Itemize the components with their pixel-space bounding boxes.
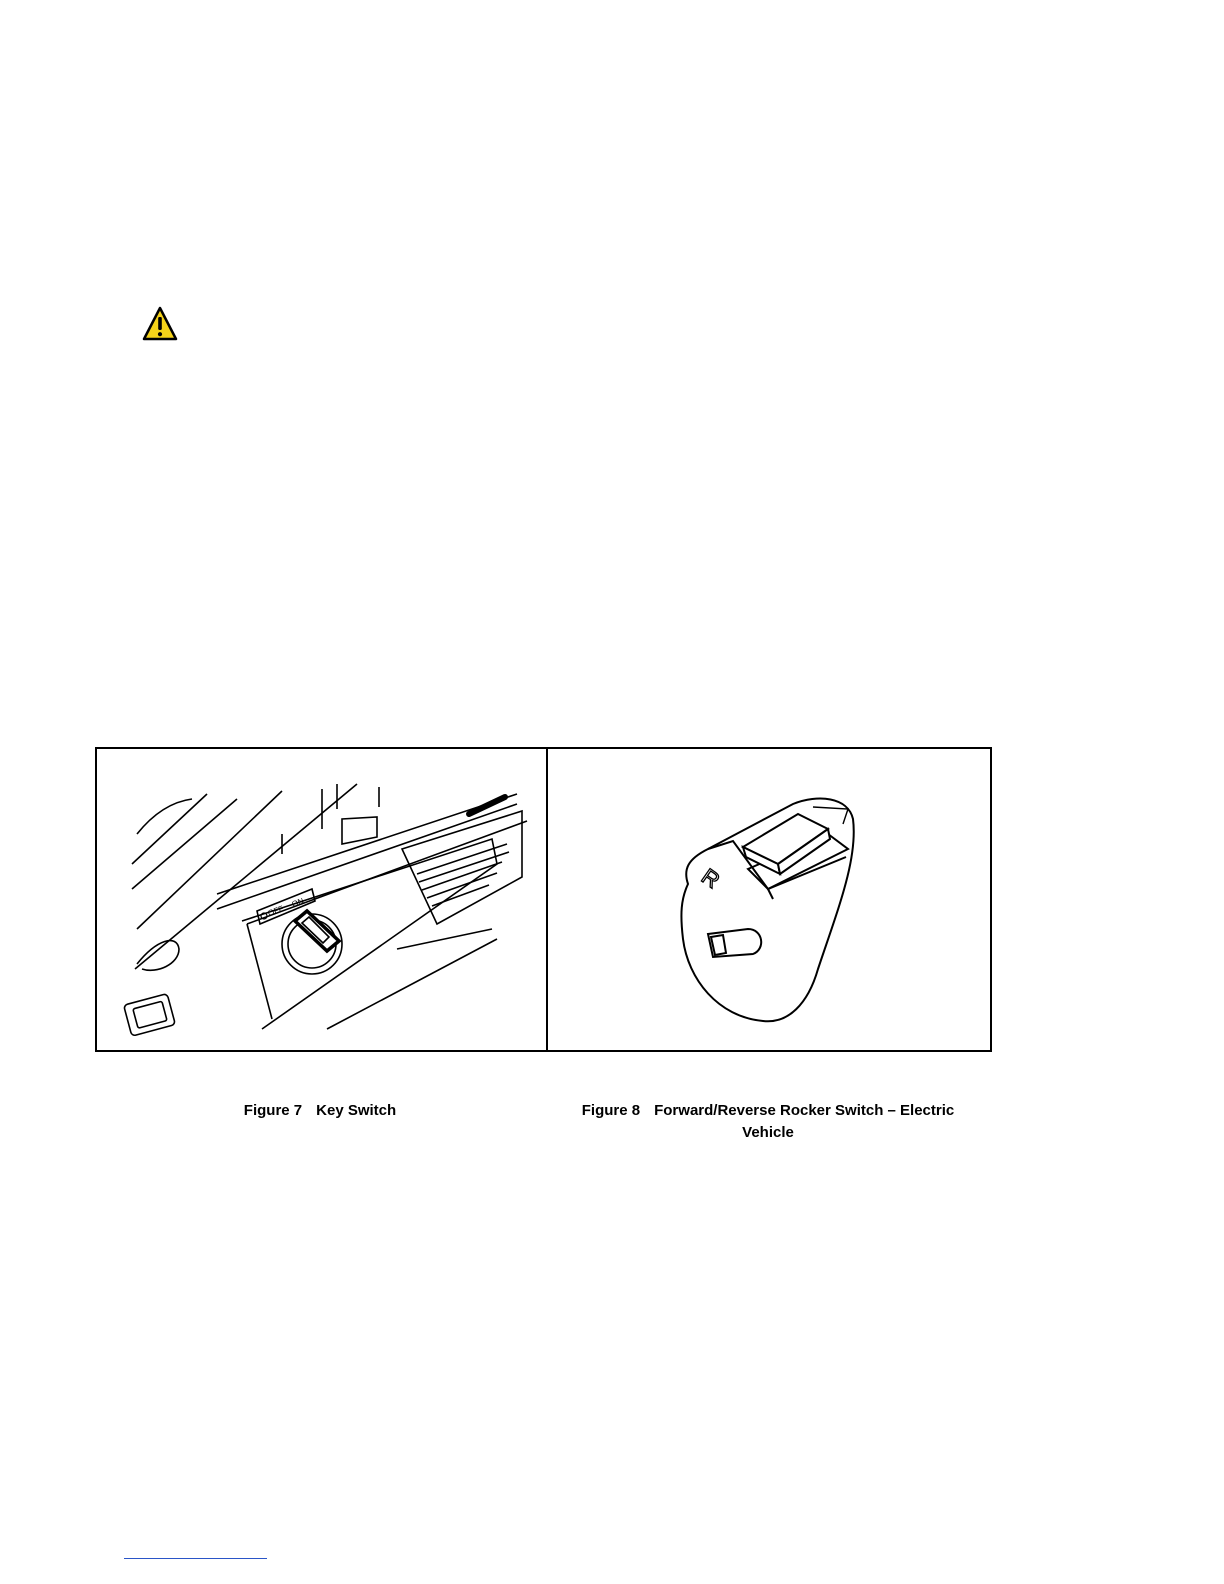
figure-7-caption	[200, 1100, 440, 1122]
warning-triangle-icon	[142, 306, 178, 342]
key-switch-on-label: ON	[290, 896, 305, 909]
figure-8-caption	[568, 1100, 968, 1144]
rocker-reverse-letter: R	[697, 863, 725, 894]
key-switch-off-label: OFF	[266, 903, 285, 918]
figure-8-illustration	[548, 749, 990, 1050]
footnote-rule	[124, 1558, 267, 1559]
figure-8-title: Forward/Reverse Rocker Switch – Electric Vehicle	[654, 1102, 955, 1141]
figure-8-number: Figure 8	[581, 1102, 641, 1119]
figure-7-illustration	[97, 749, 546, 1050]
figures-frame	[95, 747, 992, 1052]
figure-7-number: Figure 7	[243, 1102, 303, 1119]
figure-7-title: Key Switch	[316, 1102, 397, 1119]
